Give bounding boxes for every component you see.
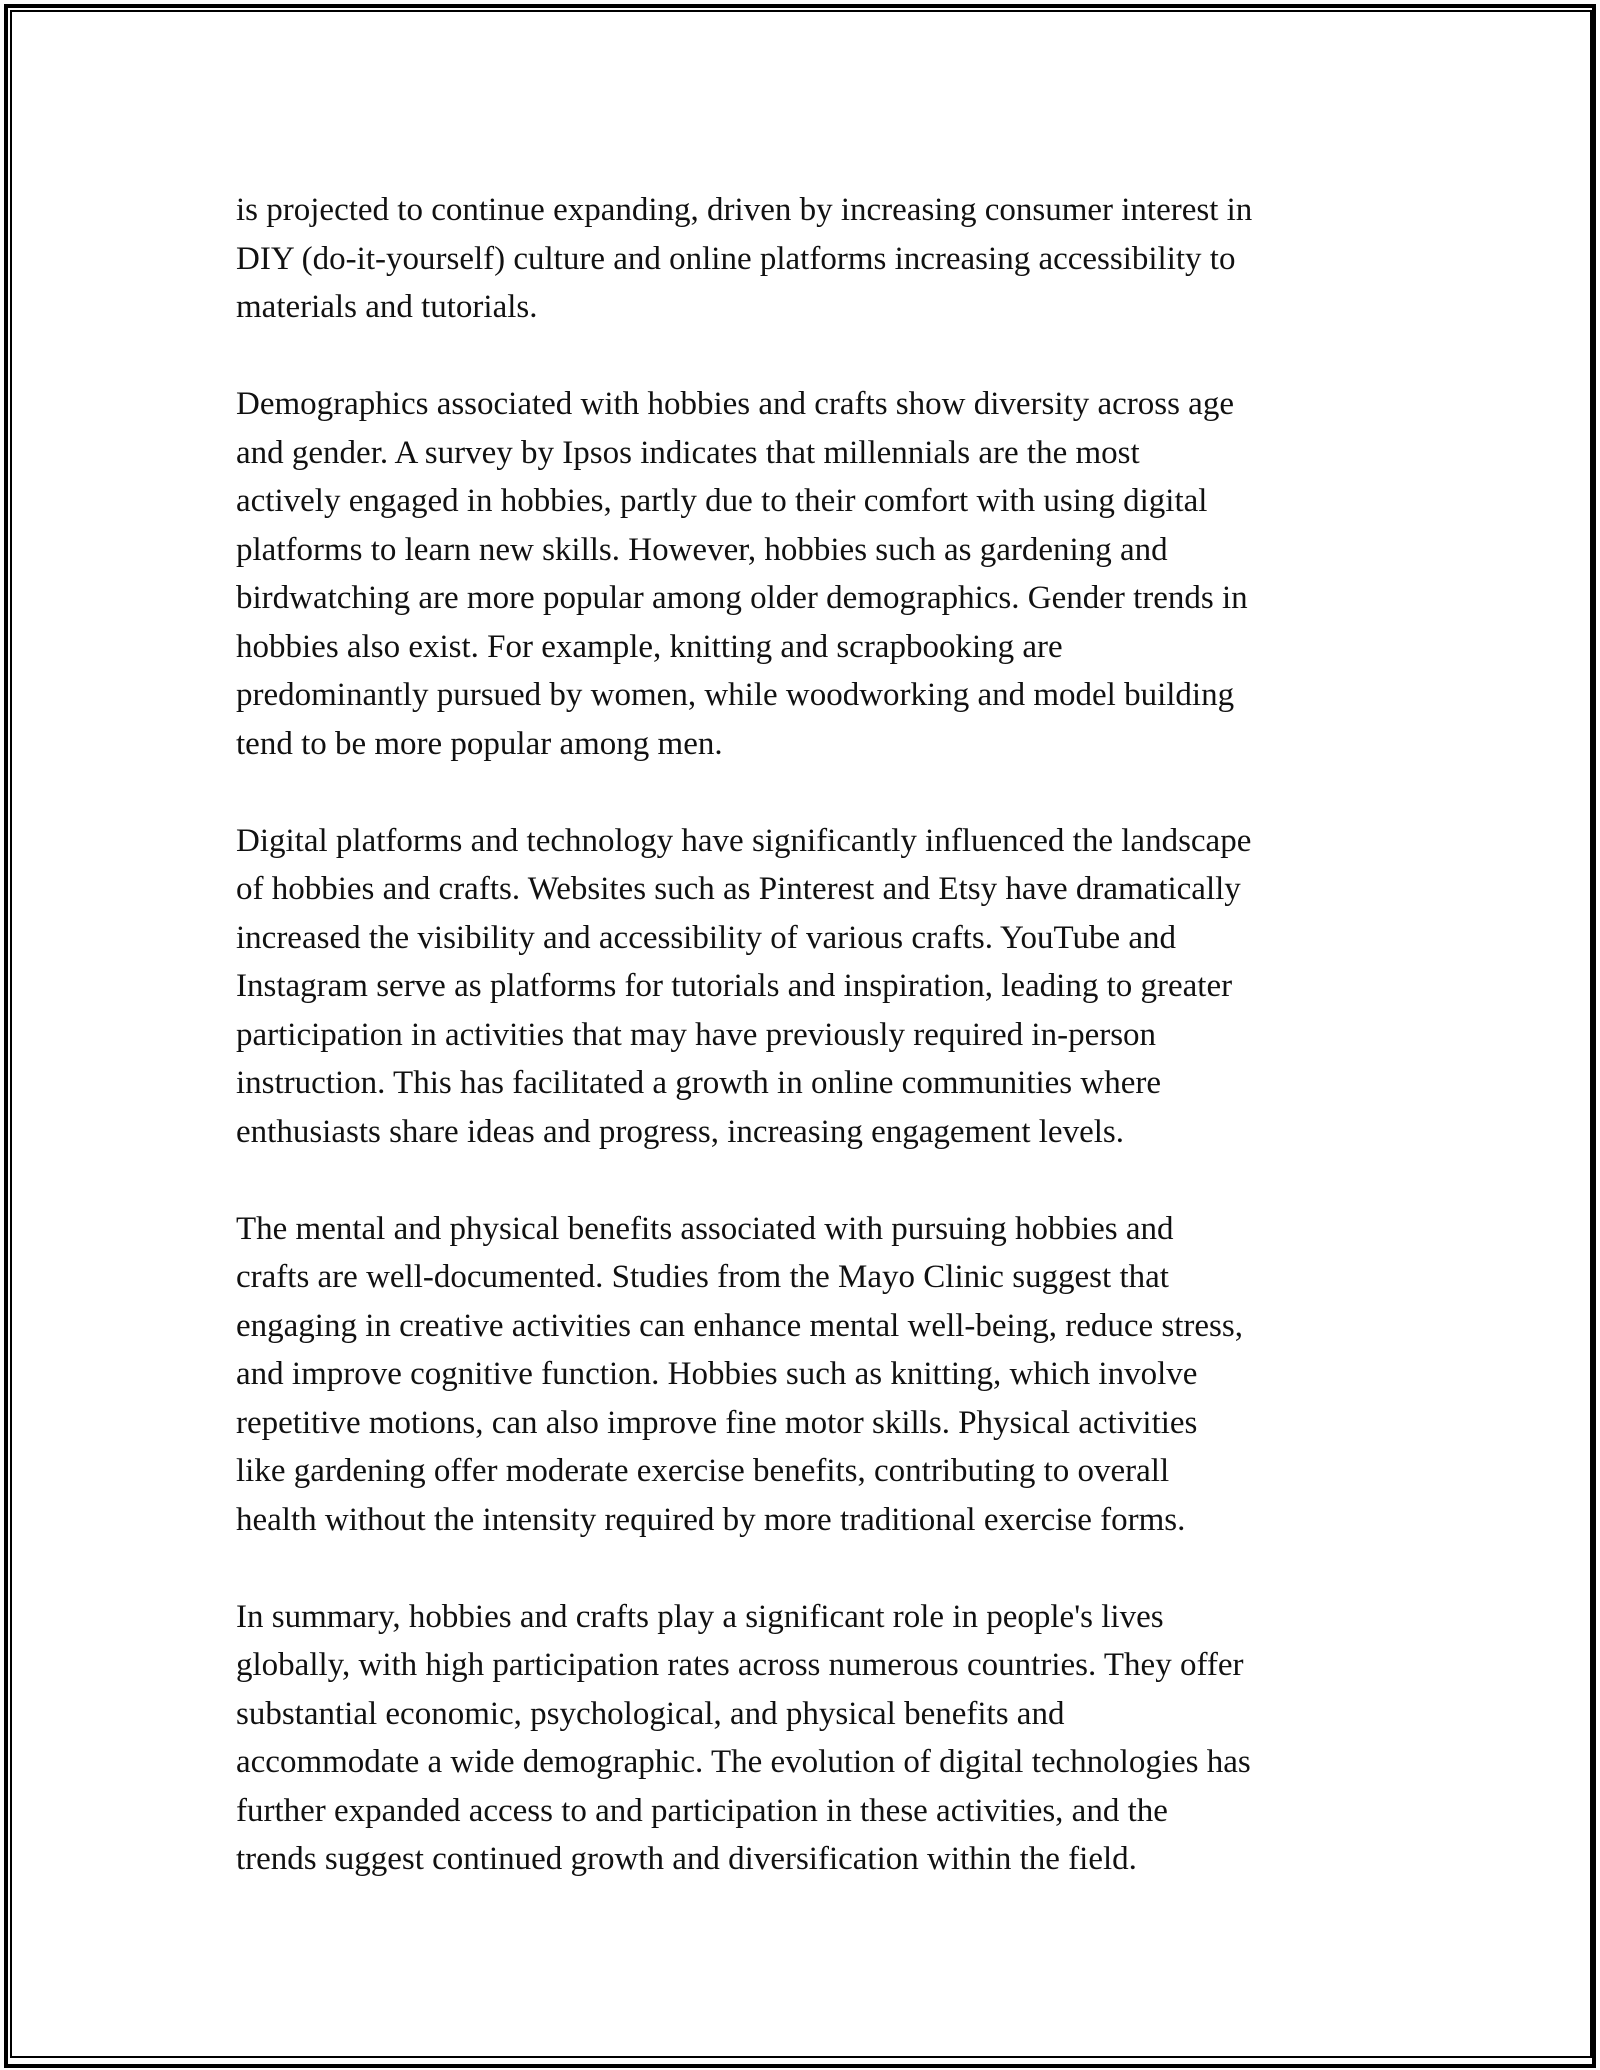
- text-line: actively engaged in hobbies, partly due to their comfort with using digital: [236, 483, 1208, 519]
- text-line: of hobbies and crafts. Websites such as Pinterest and Etsy have dramatically: [236, 871, 1241, 907]
- text-line: DIY (do-it-yourself) culture and online platforms increasing accessibility to: [236, 240, 1236, 277]
- text-line: repetitive motions, can also improve fine motor skills. Physical activities: [236, 1404, 1198, 1441]
- text-line: globally, with high participation rates across numerous countries. They offer: [236, 1647, 1244, 1683]
- text-line: hobbies also exist. For example, knitting and scrapbooking are: [236, 628, 1063, 665]
- text-line: increased the visibility and accessibility of various crafts. YouTube and: [236, 919, 1177, 956]
- text-line: materials and tutorials.: [236, 289, 538, 325]
- text-line: trends suggest continued growth and diversification within the field.: [236, 1841, 1137, 1877]
- text-line: participation in activities that may have previously required in-person: [236, 1016, 1157, 1053]
- document-body: [236, 186, 1376, 1884]
- text-line: Instagram serve as platforms for tutorials and inspiration, leading to greater: [236, 968, 1233, 1004]
- text-line: birdwatching are more popular among older demographics. Gender trends in: [236, 580, 1248, 616]
- text-line: Demographics associated with hobbies and crafts show diversity across age: [236, 386, 1234, 422]
- text-line: engaging in creative activities can enhance mental well-being, reduce stress,: [236, 1307, 1243, 1344]
- paragraph-demographics: [236, 380, 1376, 768]
- text-line: health without the intensity required by more traditional exercise forms.: [236, 1501, 1186, 1538]
- text-line: crafts are well-documented. Studies from the Mayo Clinic suggest that: [236, 1259, 1169, 1295]
- text-line: enthusiasts share ideas and progress, increasing engagement levels.: [236, 1113, 1124, 1150]
- text-line: platforms to learn new skills. However, hobbies such as gardening and: [236, 531, 1168, 568]
- text-line: instruction. This has facilitated a growth in online communities where: [236, 1065, 1162, 1101]
- text-line: substantial economic, psychological, and physical benefits and: [236, 1695, 1065, 1732]
- text-line: and improve cognitive function. Hobbies such as knitting, which involve: [236, 1356, 1198, 1392]
- text-line: like gardening offer moderate exercise benefits, contributing to overall: [236, 1453, 1170, 1489]
- text-line: The mental and physical benefits associated with pursuing hobbies and: [236, 1210, 1174, 1247]
- text-line: and gender. A survey by Ipsos indicates that millennials are the most: [236, 434, 1140, 471]
- text-line: is projected to continue expanding, driven by increasing consumer interest in: [236, 192, 1253, 228]
- text-line: tend to be more popular among men.: [236, 725, 723, 762]
- paragraph-benefits: [236, 1205, 1376, 1545]
- paragraph-summary: [236, 1593, 1376, 1884]
- paragraph-market-growth: [236, 186, 1376, 332]
- text-line: further expanded access to and participation in these activities, and the: [236, 1792, 1168, 1829]
- text-line: accommodate a wide demographic. The evolution of digital technologies has: [236, 1744, 1251, 1780]
- paragraph-digital-platforms: [236, 817, 1376, 1157]
- text-line: predominantly pursued by women, while woodworking and model building: [236, 677, 1235, 713]
- text-line: Digital platforms and technology have significantly influenced the landscape: [236, 822, 1252, 859]
- text-line: In summary, hobbies and crafts play a significant role in people's lives: [236, 1598, 1164, 1635]
